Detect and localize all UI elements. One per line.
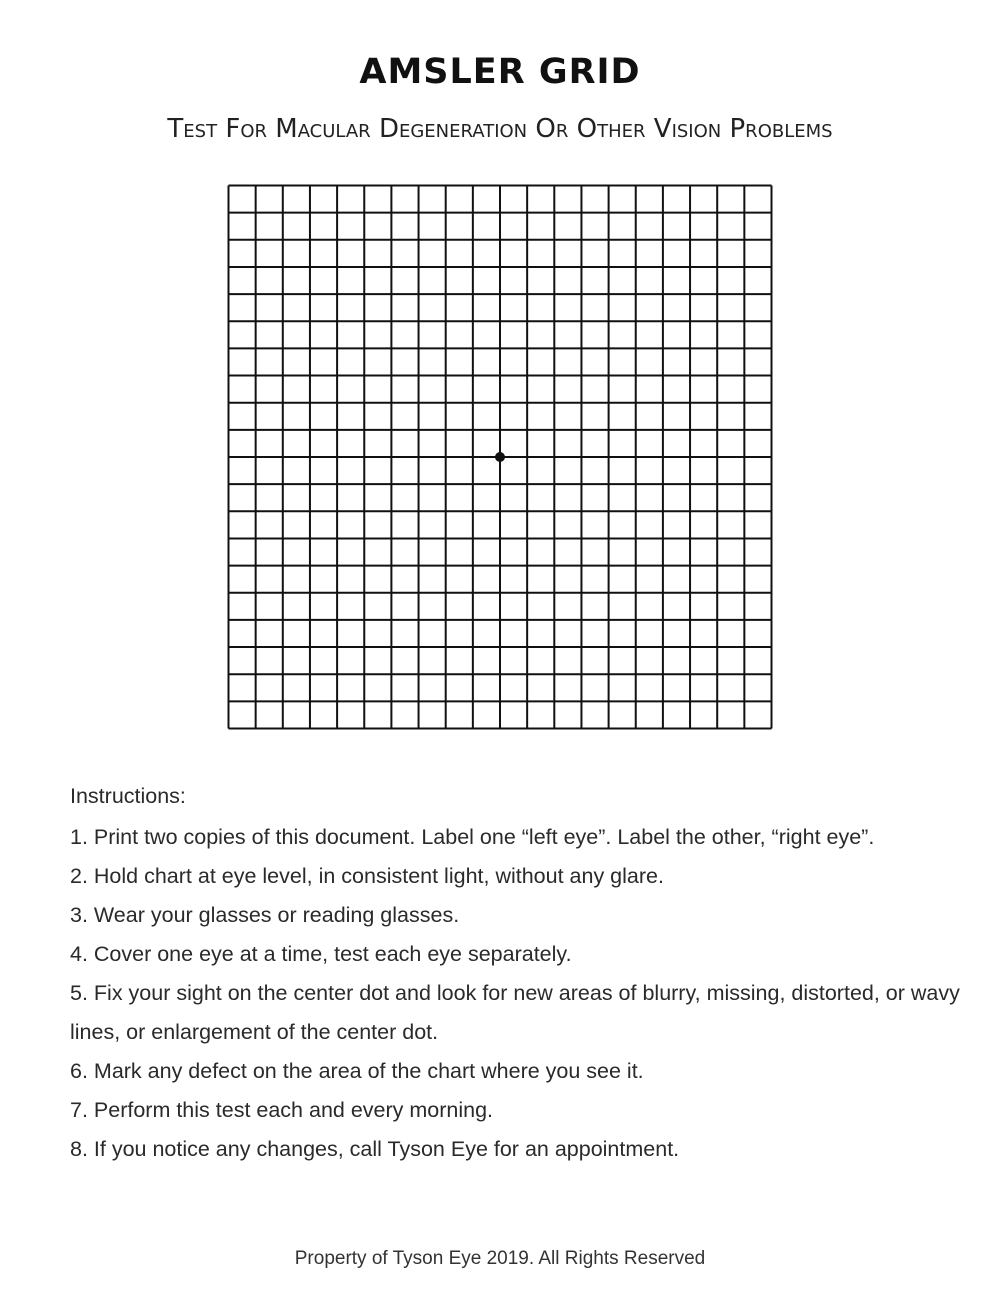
- page-subtitle: Test For Macular Degeneration Or Other Vision Problems: [167, 114, 833, 144]
- instruction-item: 2. Hold chart at eye level, in consistent light, without any glare.: [70, 864, 664, 888]
- instruction-item: 1. Print two copies of this document. Label one “left eye”. Label the other, “right eye”.: [70, 825, 875, 849]
- center-dot: [495, 452, 505, 462]
- instruction-item: 7. Perform this test each and every morning.: [70, 1098, 494, 1122]
- instruction-item: 6. Mark any defect on the area of the chart where you see it.: [70, 1059, 644, 1083]
- instructions-section: [70, 779, 970, 1169]
- page-title: AMSLER GRID: [359, 52, 641, 92]
- amsler-grid: [227, 184, 773, 730]
- instructions-list: [70, 818, 970, 1169]
- instruction-item: 4. Cover one eye at a time, test each eye separately.: [70, 942, 572, 966]
- instruction-item: 8. If you notice any changes, call Tyson Eye for an appointment.: [70, 1137, 680, 1161]
- instruction-item: 5. Fix your sight on the center dot and look for new areas of blurry, missing, distorted, or wavy lines, or enlargement of the center dot.: [70, 981, 960, 1044]
- instructions-heading: Instructions:: [70, 784, 186, 808]
- amsler-grid-svg: [227, 184, 773, 730]
- footer-copyright: Property of Tyson Eye 2019. All Rights Reserved: [294, 1248, 706, 1269]
- instruction-item: 3. Wear your glasses or reading glasses.: [70, 903, 460, 927]
